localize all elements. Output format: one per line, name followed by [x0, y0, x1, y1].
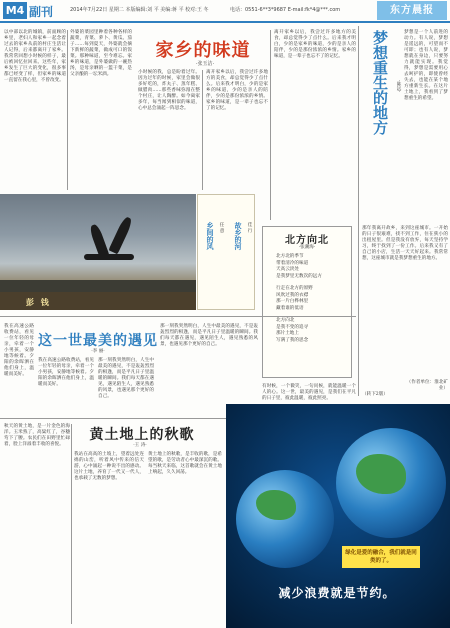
home-article-column-3: 小时候的我，总是盼着过年。因为过年的时候，家里会做很多好吃的，炸丸子、蒸年糕、做腊肉……那些香味弥漫在整个村庄，让人陶醉。如今离家多年，每当闻到相似的味道，心中总会涌起一阵思念。: [138, 70, 200, 111]
gold-article-author: ·王 涛·: [133, 443, 147, 448]
section-divider: [0, 418, 226, 419]
poem-line: 写满了我的思念: [276, 337, 309, 343]
dream-article-title: 梦想重生的地方: [371, 30, 389, 135]
section-badge: M4: [3, 2, 27, 19]
column-divider: [67, 30, 68, 190]
encounter-article-title: 这一世最美的遇见: [38, 333, 158, 349]
dream-article-body-2: 那年我离开故乡，来到这座城市。一开始的日子很艰难，找不到工作，住在狭小的出租屋里。但是我没有放弃，每天坚持学习，终于找到了一份工作。后来我又有了自己的小店，生活一天天好起来。我常常想，这座城市就是我梦想重生的地方。: [362, 226, 448, 261]
gold-article-column-1: 秋天的黄土地，是一片金色的海洋。玉米熟了，高粱红了，谷穗弯下了腰。农民们在田野里忙碌着，脸上洋溢着丰收的喜悦。: [4, 424, 70, 447]
masthead-meta: 2014年7月22日 星期二 本版编辑:刘 平 美编:蒋 平 校对:王 冬: [70, 7, 209, 13]
north-poem-title: 北方向北: [285, 235, 329, 246]
home-article-column-5: 离开家乡以后，我尝过许多地方的美食，却总觉得少了点什么。后来我才明白，少的是家乡的味道，少的是亲人的陪伴，少的是那份浓浓的乡情。家乡的味道，是一辈子也忘不了的记忆。: [274, 30, 356, 59]
gold-article-column-3: 黄土地上的秋歌，是丰收的歌，是希望的歌，是劳动者心中最深沉的歌。每当秋天来临，这首歌就会在黄土地上响起，久久回荡。: [148, 452, 222, 475]
dream-article-author: ·陈远·: [396, 80, 401, 93]
ad-tagline: 减少浪费就是节约。: [278, 586, 396, 600]
poem-line: 是我梦里无数次的远方: [276, 273, 322, 279]
home-article-author: ·张玉洁·: [195, 61, 215, 67]
poem-line: 是我不变的追寻: [276, 324, 309, 330]
poem-line: 北方北的季节: [276, 254, 304, 259]
poem-title-2: 故乡的河: [234, 222, 243, 250]
poem-line: 那片土地上: [276, 331, 299, 336]
section-divider: [0, 316, 356, 317]
north-poem-author: ·张潮海·: [298, 245, 316, 250]
home-article-column-1: 以中部以北的城镇，前面顾的乡里，老妇人和家乡一起念着过去的家乡从前的村庄生活让人记得，后来都离开了家乡。我常常回想小时候的样子，最后被回忆拉回来。这些年，家乡发生了巨大的变化，很多事都已经变了样，但家乡的味道一直留在我心里，不曾改变。: [4, 30, 66, 83]
column-divider: [358, 26, 359, 396]
north-poem-lines: [276, 254, 346, 344]
poem-title-1: 乡间的风: [206, 222, 215, 250]
column-divider: [202, 70, 203, 190]
home-article-column-2: 外婆的菜园里种着各种各样的蔬菜，青菜、萝卜、黄瓜、茄子……每到夏天，外婆就会摘下新鲜的蔬菜，做成可口的饭菜。那种味道，至今难忘。家乡的味道，是外婆做的一碗热汤，是母亲晒的一篮干菜，是父亲酿的一坛米酒。: [70, 30, 132, 77]
continued-note: （转下2版）: [362, 392, 388, 397]
home-article-column-4: 离开家乡以后，我尝过许多地方的美食，却总觉得少了点什么。后来我才明白，少的是家乡的味道，少的是亲人的陪伴，少的是那份浓浓的乡情。家乡的味道，是一辈子也忘不了的记忆。: [206, 70, 268, 111]
home-article-title: 家乡的味道: [155, 40, 251, 61]
masthead: [0, 0, 450, 22]
encounter-article-author: ·李 丽·: [91, 349, 105, 354]
gold-article-column-2: 我站在高高的土坡上，望着远处连绵的山峦，听着风中传来的信天游，心中涌起一种说不出的感动。这片土地，养育了一代又一代人，也承载了无数的梦想。: [74, 452, 144, 481]
poem-line: 带着清冷的味道: [276, 260, 309, 266]
gold-article-title: 黄土地上的秋歌: [89, 427, 195, 443]
encounter-article-column-4: 有时候，一个微笑，一句问候，就能温暖一个人的心。这一世，最美的遇见，是我们在平凡的日子里，彼此温暖，彼此照亮。: [262, 384, 356, 401]
encounter-article-column-3: 那一刻我突然明白，人生中最美的遇见，不是轰轰烈烈的相逢，而是平凡日子里温暖的瞬间。我们每天都在遇见，遇见陌生人，遇见熟悉的风景，也遇见那个更好的自己。: [160, 324, 258, 347]
newspaper-logo: 东方晨报: [377, 1, 447, 20]
poem-line: 天高云淡处: [276, 267, 299, 272]
masthead-contact: 电话：0551-6**3*9687 E-mail:fk*4@***.com: [230, 7, 341, 13]
encounter-article-column-1: 我在高速公路收费站，看见一位年轻的母亲，牵着一个小男孩，安静地等候着。夕阳的余晖洒在他们身上，温暖而美好。: [38, 358, 94, 387]
poem-line: 藏着谁的低语: [276, 305, 304, 311]
poem-author-2: 佳 行: [247, 222, 252, 233]
photo-caption: 彭 钱: [26, 298, 51, 307]
poem-box: [197, 194, 255, 310]
dream-article-footer: （作者单位：淮北矿业）: [406, 380, 448, 391]
masthead-rule: [0, 21, 450, 23]
dream-article-body: 梦想是一个人前进的动力。有人说，梦想是遥远的，可望而不可即；也有人说，梦想就在身边，只要努力就能实现。我觉得，梦想是需要用心去呵护的，即使曾经失去，也能在某个地方重新生长。在这片土地上，我看到了梦想重生的希望。: [404, 30, 448, 101]
photo-bench: [84, 254, 134, 260]
poem-line: 风吹过我的衣襟: [276, 292, 309, 298]
column-divider: [270, 30, 271, 220]
column-divider: [71, 424, 72, 624]
ad-slogan: 绿化是爱的融合，我们就是同类的了。: [342, 546, 420, 568]
poem-line: 那一片白桦林里: [276, 299, 309, 304]
photo-figure: [108, 216, 133, 255]
encounter-sidebar-text: 我在高速公路收费站，看见一位年轻的母亲，牵着一个小男孩，安静地等候着。夕阳的余晖洒在他们身上，温暖而美好。: [4, 324, 34, 377]
section-name: 副刊: [29, 5, 54, 19]
poem-line: 北方向北: [276, 318, 295, 323]
encounter-article-column-2: 那一刻我突然明白，人生中最美的遇见，不是轰轰烈烈的相逢，而是平凡日子里温暖的瞬间。我们每天都在遇见，遇见陌生人，遇见熟悉的风景，也遇见那个更好的自己。: [98, 358, 154, 399]
poem-line: 行走在北方的原野: [276, 286, 313, 291]
poem-author-1: 任 意: [219, 222, 224, 233]
